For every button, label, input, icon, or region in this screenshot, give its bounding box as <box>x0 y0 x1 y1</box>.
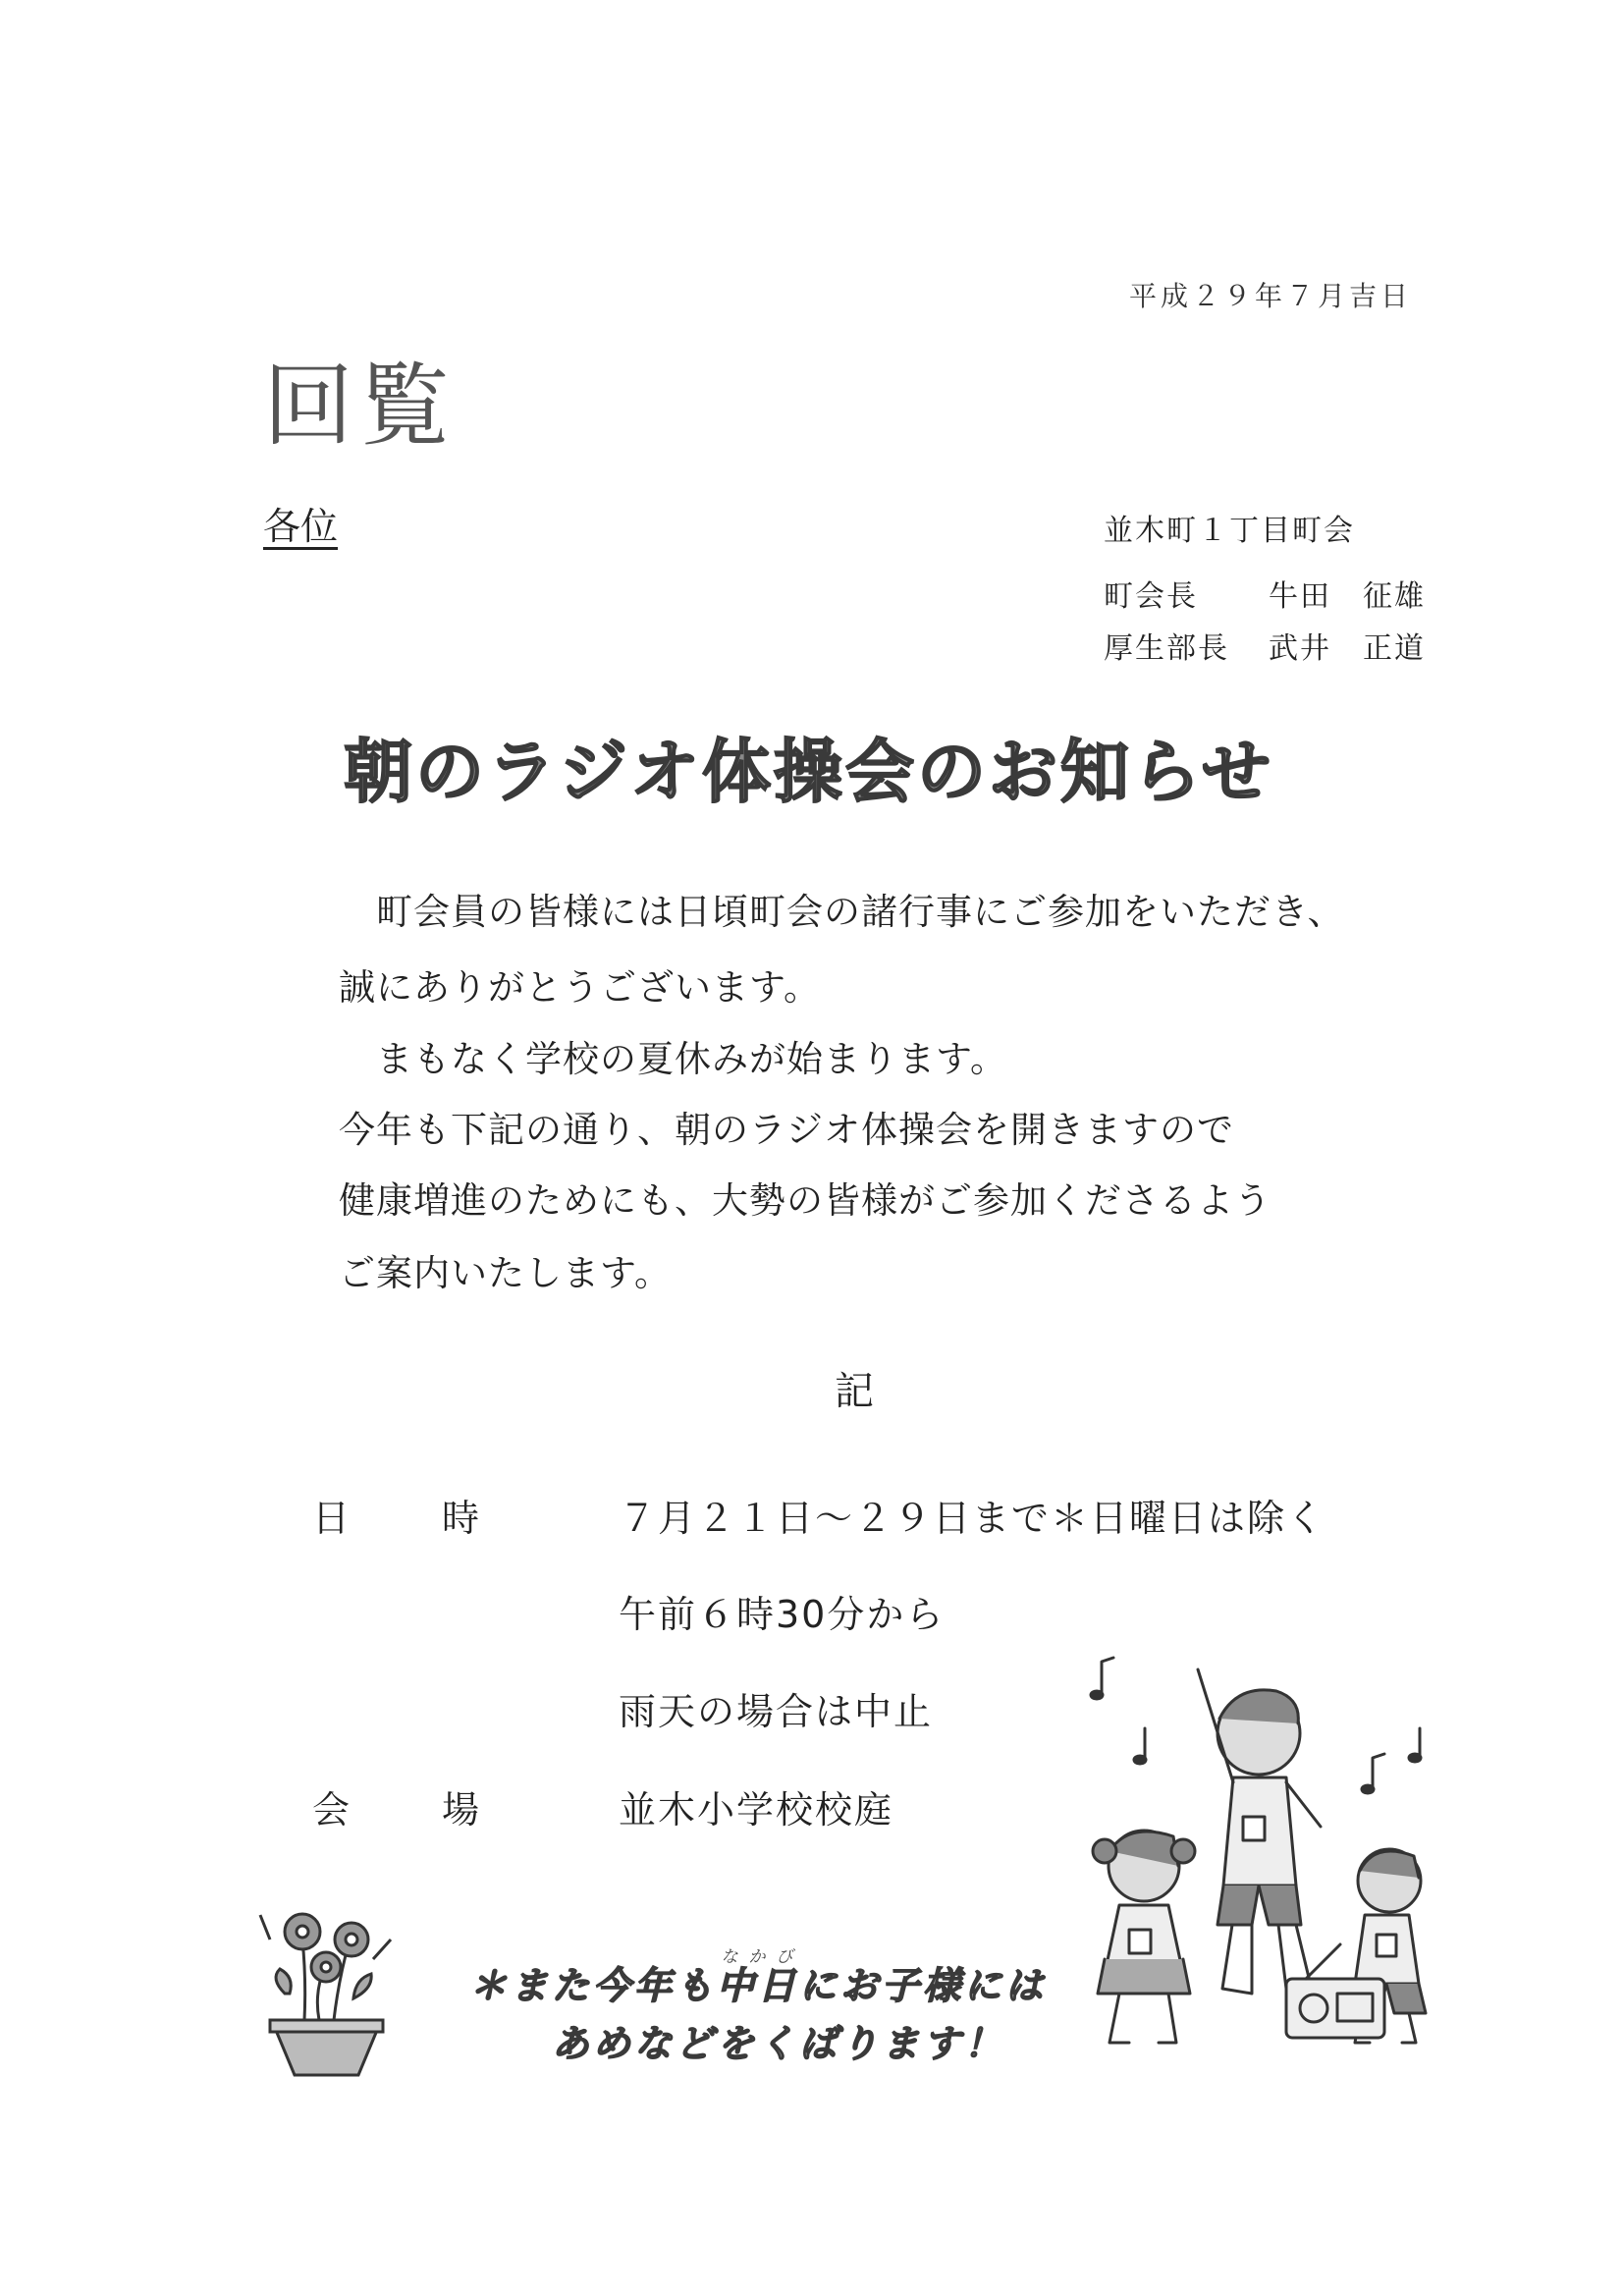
sender-name: 牛田 征雄 <box>1269 579 1426 614</box>
body-line: 誠にありがとうございます。 <box>339 966 822 1009</box>
venue-label-2: 場 <box>442 1788 480 1831</box>
note-ruby-base: 中日 <box>717 1964 800 2007</box>
note-ruby-text: なかび <box>717 1947 800 1967</box>
datetime-label-1: 日 <box>312 1497 351 1540</box>
sender-role: 厚生部長 <box>1104 631 1229 666</box>
venue-label-1: 会 <box>312 1788 351 1831</box>
datetime-label-2: 時 <box>442 1497 480 1540</box>
note-text: にお子様には <box>799 1964 1048 2007</box>
note-text: ＊また今年も <box>469 1964 718 2007</box>
sender-role: 町会長 <box>1104 579 1198 614</box>
note-ruby <box>717 1947 800 2007</box>
datetime-line: 午前６時30分から <box>619 1593 946 1636</box>
body-line: 健康増進のためにも、大勢の皆様がご参加くださるよう <box>339 1179 1271 1222</box>
venue: 並木小学校校庭 <box>619 1788 894 1831</box>
note-line-2: あめなどをくばります！ <box>552 2022 1006 2065</box>
sender-welfare-head <box>1104 624 1426 667</box>
sender-organization: 並木町１丁目町会 <box>1104 514 1355 548</box>
document-date: 平成２９年７月吉日 <box>1129 280 1413 312</box>
body-line: まもなく学校の夏休みが始まります。 <box>339 1038 1008 1080</box>
datetime-line: 雨天の場合は中止 <box>619 1690 934 1733</box>
notice-title: 朝のラジオ体操会のお知らせ <box>344 732 1273 812</box>
body-line: 町会員の皆様には日頃町会の諸行事にご参加をいただき、 <box>339 891 1345 933</box>
flower-pot-icon <box>245 1900 403 2082</box>
children-exercise-icon <box>1051 1620 1483 2052</box>
sender-name: 武井 正道 <box>1269 631 1426 666</box>
body-line: 今年も下記の通り、朝のラジオ体操会を開きますので <box>339 1109 1234 1151</box>
body-line: ご案内いたします。 <box>339 1252 673 1294</box>
sender-chairman <box>1104 572 1426 615</box>
circulation-heading: 回覧 <box>263 354 457 459</box>
note-line-1 <box>469 1947 1047 2009</box>
ki-marker: 記 <box>835 1369 874 1414</box>
addressee: 各位 <box>263 505 339 548</box>
datetime-line: ７月２１日～２９日まで＊日曜日は除く <box>619 1497 1326 1540</box>
